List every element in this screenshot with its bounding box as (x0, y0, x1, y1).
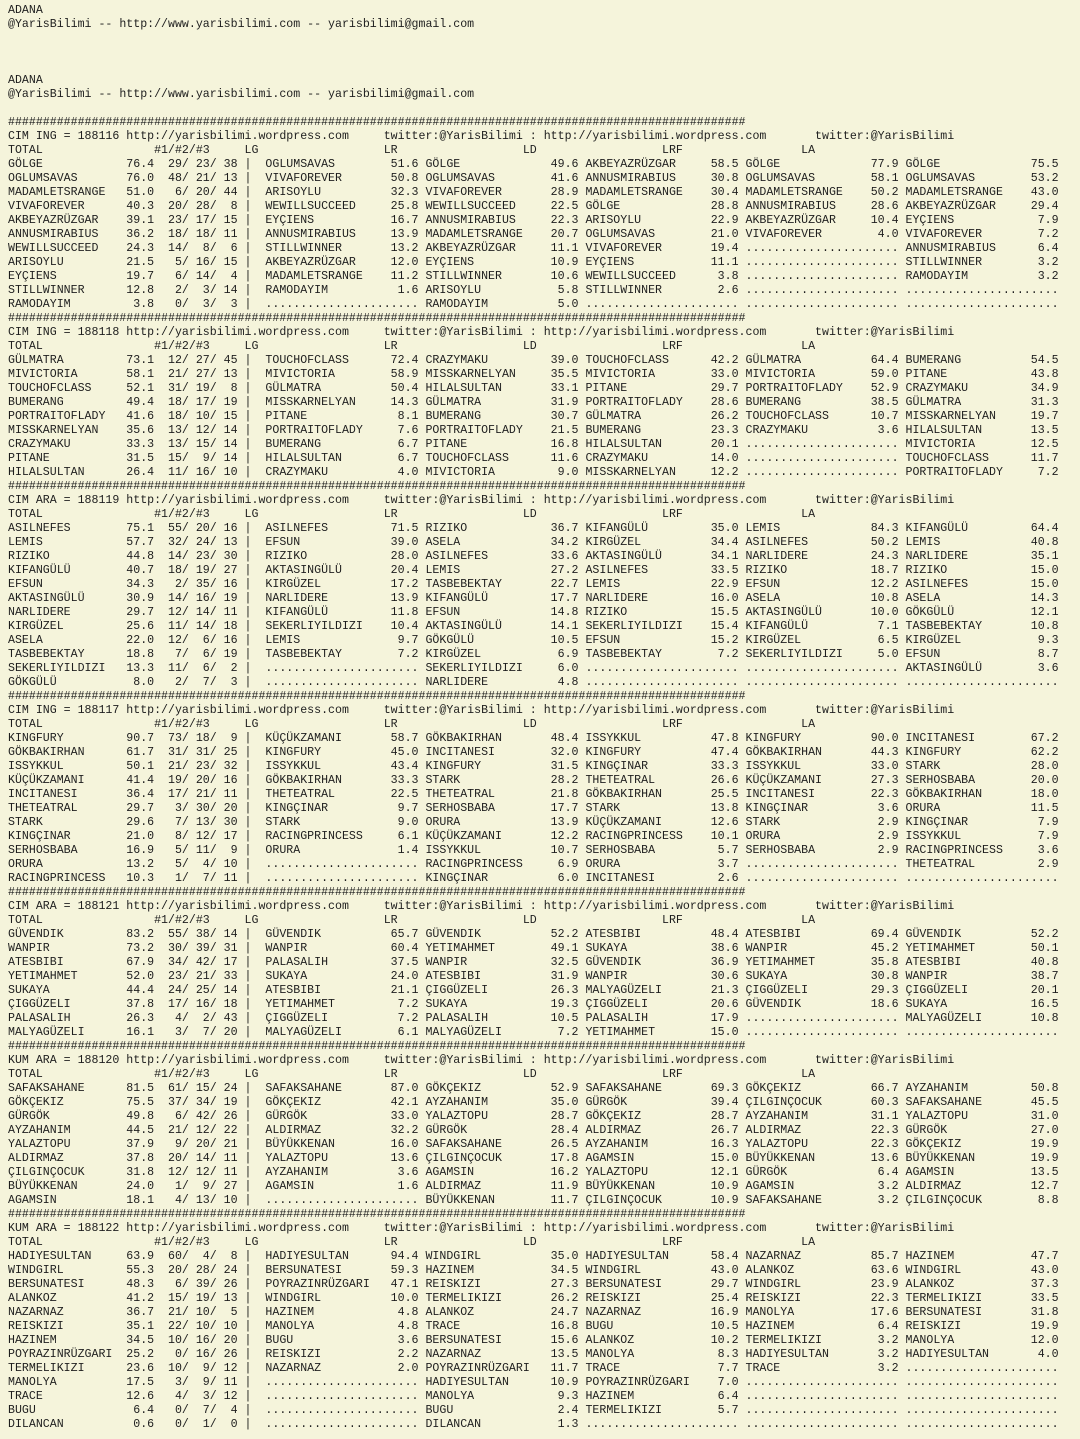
text-line (8, 46, 1080, 60)
text-line: GÖKGÜLÜ 8.0 2/ 7/ 3 | ...................... NARLIDERE 4.8 ...................... ...................... ...................... (8, 676, 1059, 689)
text-line: ORURA 13.2 5/ 4/ 10 | ...................... RACINGPRINCESS 6.9 ORURA 3.7 ...................... THETEATRAL 2.9 (8, 858, 1059, 871)
text-line: BERSUNATESI 48.3 6/ 39/ 26 | POYRAZINRÜZGARI 47.1 REISKIZI 27.3 BERSUNATESI 29.7 WINDGIRL 23.9 ALANKOZ 37.3 (8, 1278, 1059, 1291)
text-line: TOTAL #1/#2/#3 LG LR LD LRF LA (8, 1236, 816, 1249)
text-line: AGAMSIN 18.1 4/ 13/ 10 | ...................... BÜYÜKKENAN 11.7 ÇILGINÇOCUK 10.9 SAFAKSAHANE 3.2 ÇILGINÇOCUK 8.8 (8, 1194, 1059, 1207)
text-line: PALASALIH 26.3 4/ 2/ 43 | ÇIGGÜZELI 7.2 PALASALIH 10.5 PALASALIH 17.9 ...................... MALYAGÜZELI 10.8 (8, 1012, 1059, 1025)
text-line: THETEATRAL 29.7 3/ 30/ 20 | KINGÇINAR 9.7 SERHOSBABA 17.7 STARK 13.8 KINGÇINAR 3.6 ORURA 11.5 (8, 802, 1059, 815)
text-line: NARLIDERE 29.7 12/ 14/ 11 | KIFANGÜLÜ 11.8 EFSUN 14.8 RIZIKO 15.5 AKTASINGÜLÜ 10.0 GÖKGÜLÜ 12.1 (8, 606, 1059, 619)
text-line: ARISOYLU 21.5 5/ 16/ 15 | AKBEYAZRÜZGAR 12.0 EYÇIENS 10.9 EYÇIENS 11.1 ...................... STILLWINNER 3.2 (8, 256, 1059, 269)
text-line: ADANA (8, 74, 43, 87)
text-line: KIFANGÜLÜ 40.7 18/ 19/ 27 | AKTASINGÜLÜ 20.4 LEMIS 27.2 ASILNEFES 33.5 RIZIKO 18.7 RIZIKO 15.0 (8, 564, 1059, 577)
text-line: SUKAYA 44.4 24/ 25/ 14 | ATESBIBI 21.1 ÇIGGÜZELI 26.3 MALYAGÜZELI 21.3 ÇIGGÜZELI 29.3 ÇIGGÜZELI 20.1 (8, 984, 1059, 997)
text-line: WINDGIRL 55.3 20/ 28/ 24 | BERSUNATESI 59.3 HAZINEM 34.5 WINDGIRL 43.0 ALANKOZ 63.6 WINDGIRL 43.0 (8, 1264, 1059, 1277)
text-line: POYRAZINRÜZGARI 25.2 0/ 16/ 26 | REISKIZI 2.2 NAZARNAZ 13.5 MANOLYA 8.3 HADIYESULTAN 3.2 HADIYESULTAN 4.0 (8, 1348, 1059, 1361)
text-line: EFSUN 34.3 2/ 35/ 16 | KIRGÜZEL 17.2 TASBEBEKTAY 22.7 LEMIS 22.9 EFSUN 12.2 ASILNEFES 15.0 (8, 578, 1059, 591)
text-line: CIM ING = 188118 http://yarisbilimi.wordpress.com twitter:@YarisBilimi : http://yarisbilimi.wordpress.com twitter:@YarisBilimi (8, 326, 955, 339)
text-line: SAFAKSAHANE 81.5 61/ 15/ 24 | SAFAKSAHANE 87.0 GÖKÇEKIZ 52.9 SAFAKSAHANE 69.3 GÖKÇEKIZ 66.7 AYZAHANIM 50.8 (8, 1082, 1059, 1095)
text-line: TOTAL #1/#2/#3 LG LR LD LRF LA (8, 508, 816, 521)
text-line: MADAMLETSRANGE 51.0 6/ 20/ 44 | ARISOYLU 32.3 VIVAFOREVER 28.9 MADAMLETSRANGE 30.4 MADAMLETSRANGE 50.2 MADAMLETSRANGE 43.0 (8, 186, 1059, 199)
text-line: CIM ING = 188117 http://yarisbilimi.wordpress.com twitter:@YarisBilimi : http://yarisbilimi.wordpress.com twitter:@YarisBilimi (8, 704, 955, 717)
text-line: ATESBIBI 67.9 34/ 42/ 17 | PALASALIH 37.5 WANPIR 32.5 GÜVENDIK 36.9 YETIMAHMET 35.8 ATESBIBI 40.8 (8, 956, 1059, 969)
text-line: ALANKOZ 41.2 15/ 19/ 13 | WINDGIRL 10.0 TERMELIKIZI 26.2 REISKIZI 25.4 REISKIZI 22.3 TERMELIKIZI 33.5 (8, 1292, 1059, 1305)
text-line: BUMERANG 49.4 18/ 17/ 19 | MISSKARNELYAN 14.3 GÜLMATRA 31.9 PORTRAITOFLADY 28.6 BUMERANG 38.5 GÜLMATRA 31.3 (8, 396, 1059, 409)
text-line: ASILNEFES 75.1 55/ 20/ 16 | ASILNEFES 71.5 RIZIKO 36.7 KIFANGÜLÜ 35.0 LEMIS 84.3 KIFANGÜLÜ 64.4 (8, 522, 1059, 535)
text-line: CRAZYMAKU 33.3 13/ 15/ 14 | BUMERANG 6.7 PITANE 16.8 HILALSULTAN 20.1 ...................... MIVICTORIA 12.5 (8, 438, 1059, 451)
text-line: ALDIRMAZ 37.8 20/ 14/ 11 | YALAZTOPU 13.6 ÇILGINÇOCUK 17.8 AGAMSIN 15.0 BÜYÜKKENAN 13.6 BÜYÜKKENAN 19.9 (8, 1152, 1059, 1165)
text-line: ÇIGGÜZELI 37.8 17/ 16/ 18 | YETIMAHMET 7.2 SUKAYA 19.3 ÇIGGÜZELI 20.6 GÜVENDIK 18.6 SUKAYA 16.5 (8, 998, 1059, 1011)
text-line: KUM ARA = 188122 http://yarisbilimi.wordpress.com twitter:@YarisBilimi : http://yarisbilimi.wordpress.com twitter:@YarisBilimi (8, 1222, 955, 1235)
text-line: KÜÇÜKZAMANI 41.4 19/ 20/ 16 | GÖKBAKIRHAN 33.3 STARK 28.2 THETEATRAL 26.6 KÜÇÜKZAMANI 27.3 SERHOSBABA 20.0 (8, 774, 1059, 787)
text-line: KUM ARA = 188120 http://yarisbilimi.wordpress.com twitter:@YarisBilimi : http://yarisbilimi.wordpress.com twitter:@YarisBilimi (8, 1054, 955, 1067)
text-line: DILANCAN 0.6 0/ 1/ 0 | ...................... DILANCAN 1.3 ...................... ...................... ...................... (8, 1418, 1059, 1431)
text-line: YETIMAHMET 52.0 23/ 21/ 33 | SUKAYA 24.0 ATESBIBI 31.9 WANPIR 30.6 SUKAYA 30.8 WANPIR 38.7 (8, 970, 1059, 983)
text-line: @YarisBilimi -- http://www.yarisbilimi.com -- yarisbilimi@gmail.com (8, 18, 475, 31)
text-line: TERMELIKIZI 23.6 10/ 9/ 12 | NAZARNAZ 2.0 POYRAZINRÜZGARI 11.7 TRACE 7.7 TRACE 3.2 ...................... (8, 1362, 1059, 1375)
text-line: CIM ARA = 188119 http://yarisbilimi.wordpress.com twitter:@YarisBilimi : http://yarisbilimi.wordpress.com twitter:@YarisBilimi (8, 494, 955, 507)
text-line: CIM ARA = 188121 http://yarisbilimi.wordpress.com twitter:@YarisBilimi : http://yarisbilimi.wordpress.com twitter:@YarisBilimi (8, 900, 955, 913)
text-line: INCITANESI 36.4 17/ 21/ 11 | THETEATRAL 22.5 THETEATRAL 21.8 GÖKBAKIRHAN 25.5 INCITANESI 22.3 GÖKBAKIRHAN 18.0 (8, 788, 1059, 801)
text-line (8, 60, 1080, 74)
text-line: ########################################################################################################## (8, 116, 746, 129)
text-line: RAMODAYIM 3.8 0/ 3/ 3 | ...................... RAMODAYIM 5.0 ...................... ...................... ...................... (8, 298, 1059, 311)
text-line: GÜVENDIK 83.2 55/ 38/ 14 | GÜVENDIK 65.7 GÜVENDIK 52.2 ATESBIBI 48.4 ATESBIBI 69.4 GÜVENDIK 52.2 (8, 928, 1059, 941)
text-line: EYÇIENS 19.7 6/ 14/ 4 | MADAMLETSRANGE 11.2 STILLWINNER 10.6 WEWILLSUCCEED 3.8 ...................... RAMODAYIM 3.2 (8, 270, 1059, 283)
text-line: HADIYESULTAN 63.9 60/ 4/ 8 | HADIYESULTAN 94.4 WINDGIRL 35.0 HADIYESULTAN 58.4 NAZARNAZ 85.7 HAZINEM 47.7 (8, 1250, 1059, 1263)
text-line: TOUCHOFCLASS 52.1 31/ 19/ 8 | GÜLMATRA 50.4 HILALSULTAN 33.1 PITANE 29.7 PORTRAITOFLADY 52.9 CRAZYMAKU 34.9 (8, 382, 1059, 395)
text-line: ADANA (8, 4, 43, 17)
text-line: KINGFURY 90.7 73/ 18/ 9 | KÜÇÜKZAMANI 58.7 GÖKBAKIRHAN 48.4 ISSYKKUL 47.8 KINGFURY 90.0 INCITANESI 67.2 (8, 732, 1059, 745)
text-line: MIVICTORIA 58.1 21/ 27/ 13 | MIVICTORIA 58.9 MISSKARNELYAN 35.5 MIVICTORIA 33.0 MIVICTORIA 59.0 PITANE 43.8 (8, 368, 1059, 381)
text-line: TOTAL #1/#2/#3 LG LR LD LRF LA (8, 914, 816, 927)
text-line: ########################################################################################################## (8, 312, 746, 325)
text-line: ########################################################################################################## (8, 690, 746, 703)
text-line: ISSYKKUL 50.1 21/ 23/ 32 | ISSYKKUL 43.4 KINGFURY 31.5 KINGÇINAR 33.3 ISSYKKUL 33.0 STARK 28.0 (8, 760, 1059, 773)
text-line: TOTAL #1/#2/#3 LG LR LD LRF LA (8, 340, 816, 353)
text-line: HILALSULTAN 26.4 11/ 16/ 10 | CRAZYMAKU 4.0 MIVICTORIA 9.0 MISSKARNELYAN 12.2 ...................... PORTRAITOFLADY 7.2 (8, 466, 1059, 479)
text-line: MALYAGÜZELI 16.1 3/ 7/ 20 | MALYAGÜZELI 6.1 MALYAGÜZELI 7.2 YETIMAHMET 15.0 ...................... ...................... (8, 1026, 1059, 1039)
text-line: KIRGÜZEL 25.6 11/ 14/ 18 | SEKERLIYILDIZI 10.4 AKTASINGÜLÜ 14.1 SEKERLIYILDIZI 15.4 KIFANGÜLÜ 7.1 TASBEBEKTAY 10.8 (8, 620, 1059, 633)
text-line: GÖKBAKIRHAN 61.7 31/ 31/ 25 | KINGFURY 45.0 INCITANESI 32.0 KINGFURY 47.4 GÖKBAKIRHAN 44.3 KINGFURY 62.2 (8, 746, 1059, 759)
text-line: LEMIS 57.7 32/ 24/ 13 | EFSUN 39.0 ASELA 34.2 KIRGÜZEL 34.4 ASILNEFES 50.2 LEMIS 40.8 (8, 536, 1059, 549)
text-line: KINGÇINAR 21.0 8/ 12/ 17 | RACINGPRINCESS 6.1 KÜÇÜKZAMANI 12.2 RACINGPRINCESS 10.1 ORURA 2.9 ISSYKKUL 7.9 (8, 830, 1059, 843)
text-line: RACINGPRINCESS 10.3 1/ 7/ 11 | ...................... KINGÇINAR 6.0 INCITANESI 2.6 ...................... ...................... (8, 872, 1059, 885)
text-line: AKTASINGÜLÜ 30.9 14/ 16/ 19 | NARLIDERE 13.9 KIFANGÜLÜ 17.7 NARLIDERE 16.0 ASELA 10.8 ASELA 14.3 (8, 592, 1059, 605)
text-line (8, 102, 1080, 116)
text-line: ANNUSMIRABIUS 36.2 18/ 18/ 11 | ANNUSMIRABIUS 13.9 MADAMLETSRANGE 20.7 OGLUMSAVAS 21.0 VIVAFOREVER 4.0 VIVAFOREVER 7.2 (8, 228, 1059, 241)
text-line: MANOLYA 17.5 3/ 9/ 11 | ...................... HADIYESULTAN 10.9 POYRAZINRÜZGARI 7.0 ...................... ...................... (8, 1376, 1059, 1389)
text-line: GÖKÇEKIZ 75.5 37/ 34/ 19 | GÖKÇEKIZ 42.1 AYZAHANIM 35.0 GÜRGÖK 39.4 ÇILGINÇOCUK 60.3 SAFAKSAHANE 45.5 (8, 1096, 1059, 1109)
text-line: TOTAL #1/#2/#3 LG LR LD LRF LA (8, 1068, 816, 1081)
text-line: ########################################################################################################## (8, 1040, 746, 1053)
text-line (8, 32, 1080, 46)
text-line: ########################################################################################################## (8, 480, 746, 493)
text-line: PITANE 31.5 15/ 9/ 14 | HILALSULTAN 6.7 TOUCHOFCLASS 11.6 CRAZYMAKU 14.0 ...................... TOUCHOFCLASS 11.7 (8, 452, 1059, 465)
text-line: WANPIR 73.2 30/ 39/ 31 | WANPIR 60.4 YETIMAHMET 49.1 SUKAYA 38.6 WANPIR 45.2 YETIMAHMET 50.1 (8, 942, 1059, 955)
text-line: ÇILGINÇOCUK 31.8 12/ 12/ 11 | AYZAHANIM 3.6 AGAMSIN 16.2 YALAZTOPU 12.1 GÜRGÖK 6.4 AGAMSIN 13.5 (8, 1166, 1059, 1179)
text-line: GÜLMATRA 73.1 12/ 27/ 45 | TOUCHOFCLASS 72.4 CRAZYMAKU 39.0 TOUCHOFCLASS 42.2 GÜLMATRA 64.4 BUMERANG 54.5 (8, 354, 1059, 367)
text-line: OGLUMSAVAS 76.0 48/ 21/ 13 | VIVAFOREVER 50.8 OGLUMSAVAS 41.6 ANNUSMIRABIUS 30.8 OGLUMSAVAS 58.1 OGLUMSAVAS 53.2 (8, 172, 1059, 185)
text-line: BUGU 6.4 0/ 7/ 4 | ...................... BUGU 2.4 TERMELIKIZI 5.7 ...................... ...................... (8, 1404, 1059, 1417)
text-line: PORTRAITOFLADY 41.6 18/ 10/ 15 | PITANE 8.1 BUMERANG 30.7 GÜLMATRA 26.2 TOUCHOFCLASS 10.7 MISSKARNELYAN 19.7 (8, 410, 1059, 423)
text-line: AKBEYAZRÜZGAR 39.1 23/ 17/ 15 | EYÇIENS 16.7 ANNUSMIRABIUS 22.3 ARISOYLU 22.9 AKBEYAZRÜZGAR 10.4 EYÇIENS 7.9 (8, 214, 1059, 227)
text-line: ASELA 22.0 12/ 6/ 16 | LEMIS 9.7 GÖKGÜLÜ 10.5 EFSUN 15.2 KIRGÜZEL 6.5 KIRGÜZEL 9.3 (8, 634, 1059, 647)
text-line: TOTAL #1/#2/#3 LG LR LD LRF LA (8, 718, 816, 731)
text-line: CIM ING = 188116 http://yarisbilimi.wordpress.com twitter:@YarisBilimi : http://yarisbilimi.wordpress.com twitter:@YarisBilimi (8, 130, 955, 143)
text-line: VIVAFOREVER 40.3 20/ 28/ 8 | WEWILLSUCCEED 25.8 WEWILLSUCCEED 22.5 GÖLGE 28.8 ANNUSMIRABIUS 28.6 AKBEYAZRÜZGAR 29.4 (8, 200, 1059, 213)
text-line: SERHOSBABA 16.9 5/ 11/ 9 | ORURA 1.4 ISSYKKUL 10.7 SERHOSBABA 5.7 SERHOSBABA 2.9 RACINGPRINCESS 3.6 (8, 844, 1059, 857)
text-line: BÜYÜKKENAN 24.0 1/ 9/ 27 | AGAMSIN 1.6 ALDIRMAZ 11.9 BÜYÜKKENAN 10.9 AGAMSIN 3.2 ALDIRMAZ 12.7 (8, 1180, 1059, 1193)
text-line: YALAZTOPU 37.9 9/ 20/ 21 | BÜYÜKKENAN 16.0 SAFAKSAHANE 26.5 AYZAHANIM 16.3 YALAZTOPU 22.3 GÖKÇEKIZ 19.9 (8, 1138, 1059, 1151)
text-line: HAZINEM 34.5 10/ 16/ 20 | BUGU 3.6 BERSUNATESI 15.6 ALANKOZ 10.2 TERMELIKIZI 3.2 MANOLYA 12.0 (8, 1334, 1059, 1347)
text-line: REISKIZI 35.1 22/ 10/ 10 | MANOLYA 4.8 TRACE 16.8 BUGU 10.5 HAZINEM 6.4 REISKIZI 19.9 (8, 1320, 1059, 1333)
text-line: RIZIKO 44.8 14/ 23/ 30 | RIZIKO 28.0 ASILNEFES 33.6 AKTASINGÜLÜ 34.1 NARLIDERE 24.3 NARLIDERE 35.1 (8, 550, 1059, 563)
text-line: TASBEBEKTAY 18.8 7/ 6/ 19 | TASBEBEKTAY 7.2 KIRGÜZEL 6.9 TASBEBEKTAY 7.2 SEKERLIYILDIZI 5.0 EFSUN 8.7 (8, 648, 1059, 661)
text-line: AYZAHANIM 44.5 21/ 12/ 22 | ALDIRMAZ 32.2 GÜRGÖK 28.4 ALDIRMAZ 26.7 ALDIRMAZ 22.3 GÜRGÖK 27.0 (8, 1124, 1059, 1137)
text-line: GÜRGÖK 49.8 6/ 42/ 26 | GÜRGÖK 33.0 YALAZTOPU 28.7 GÖKÇEKIZ 28.7 AYZAHANIM 31.1 YALAZTOPU 31.0 (8, 1110, 1059, 1123)
text-line: ########################################################################################################## (8, 1208, 746, 1221)
text-line: SEKERLIYILDIZI 13.3 11/ 6/ 2 | ...................... SEKERLIYILDIZI 6.0 ...................... ...................... AKTASINGÜLÜ 3.6 (8, 662, 1059, 675)
text-line: MISSKARNELYAN 35.6 13/ 12/ 14 | PORTRAITOFLADY 7.6 PORTRAITOFLADY 21.5 BUMERANG 23.3 CRAZYMAKU 3.6 HILALSULTAN 13.5 (8, 424, 1059, 437)
text-line: TOTAL #1/#2/#3 LG LR LD LRF LA (8, 144, 816, 157)
text-line: GÖLGE 76.4 29/ 23/ 38 | OGLUMSAVAS 51.6 GÖLGE 49.6 AKBEYAZRÜZGAR 58.5 GÖLGE 77.9 GÖLGE 75.5 (8, 158, 1059, 171)
text-line: @YarisBilimi -- http://www.yarisbilimi.com -- yarisbilimi@gmail.com (8, 88, 475, 101)
text-line: ########################################################################################################## (8, 886, 746, 899)
text-line: STARK 29.6 7/ 13/ 30 | STARK 9.0 ORURA 13.9 KÜÇÜKZAMANI 12.6 STARK 2.9 KINGÇINAR 7.9 (8, 816, 1059, 829)
text-line: TRACE 12.6 4/ 3/ 12 | ...................... MANOLYA 9.3 HAZINEM 6.4 ...................... ...................... (8, 1390, 1059, 1403)
text-line: WEWILLSUCCEED 24.3 14/ 8/ 6 | STILLWINNER 13.2 AKBEYAZRÜZGAR 11.1 VIVAFOREVER 19.4 ...................... ANNUSMIRABIUS 6.4 (8, 242, 1059, 255)
text-line: NAZARNAZ 36.7 21/ 10/ 5 | HAZINEM 4.8 ALANKOZ 24.7 NAZARNAZ 16.9 MANOLYA 17.6 BERSUNATESI 31.8 (8, 1306, 1059, 1319)
text-line: STILLWINNER 12.8 2/ 3/ 14 | RAMODAYIM 1.6 ARISOYLU 5.8 STILLWINNER 2.6 ...................... ...................... (8, 284, 1059, 297)
